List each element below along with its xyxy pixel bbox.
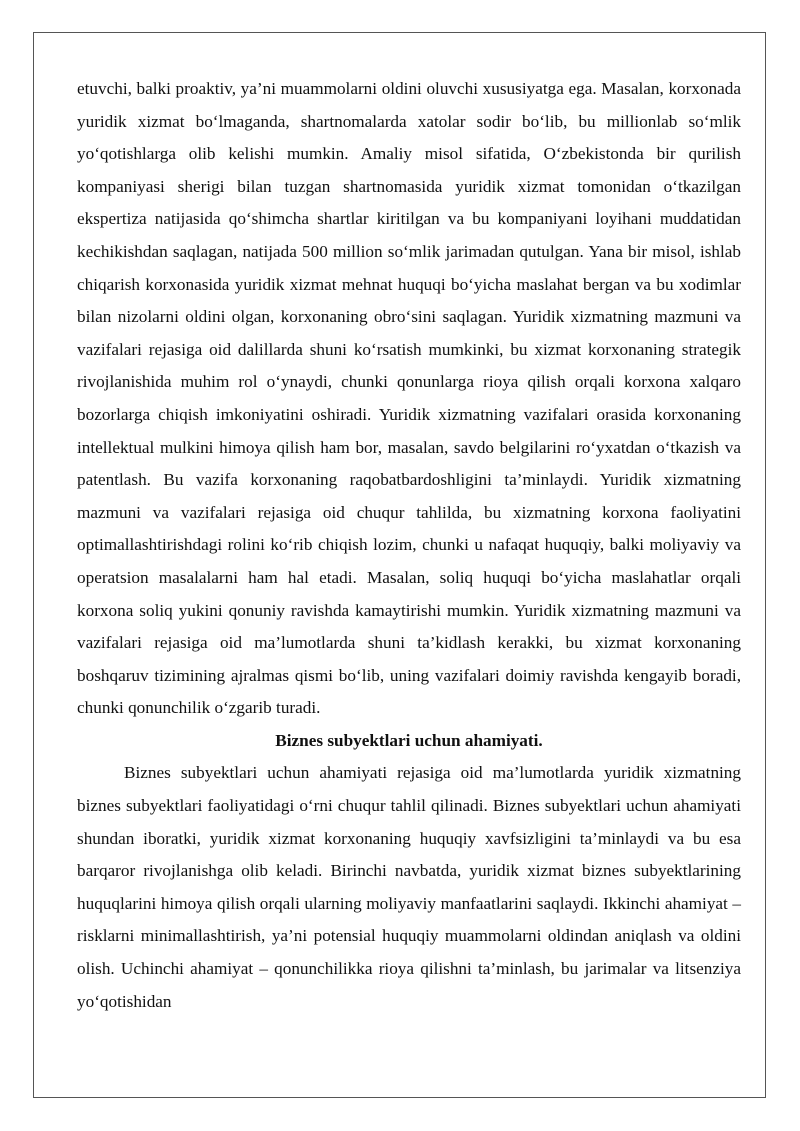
body-paragraph: Biznes subyektlari uchun ahamiyati rejasiga oid ma’lumotlarda yuridik xizmatning biznes subyektlari faoliyatidagi o‘rni chuqur tahlil qilinadi. Biznes subyektlari uchun ahamiyati shundan iboratki, yuridik xizmat korxonaning huquqiy xavfsizligini ta’minlaydi va bu esa barqaror rivojlanishga olib keladi. Birinchi navbatda, yuridik xizmat biznes subyektlarining huquqlarini himoya qilish orqali ularning moliyaviy manfaatlarini saqlaydi. Ikkinchi ahamiyat – risklarni minimallashtirish, ya’ni potensial huquqiy muammolarni oldindan aniqlash va oldini olish. Uchinchi ahamiyat – qonunchilikka rioya qilishni ta’minlash, bu jarimalar va litsenziya yo‘qotishidan — [77, 763, 741, 1011]
body-paragraph: etuvchi, balki proaktiv, ya’ni muammolarni oldini oluvchi xususiyatga ega. Masalan, korxonada yuridik xizmat bo‘lmaganda, shartnomalarda xatolar sodir bo‘lib, bu millionlab so‘mlik yo‘qotishlarga olib kelishi mumkin. Amaliy misol sifatida, O‘zbekistonda bir qurilish kompaniyasi sherigi bilan tuzgan shartnomasida yuridik xizmat tomonidan o‘tkazilgan ekspertiza natijasida qo‘shimcha shartlar kiritilgan va bu kompaniyani loyihani muddatidan kechikishdan saqlagan, natijada 500 million so‘mlik jarimadan qutulgan. Yana bir misol, ishlab chiqarish korxonasida yuridik xizmat mehnat huquqi bo‘yicha maslahat bergan va bu xodimlar bilan nizolarni oldini olgan, korxonaning obro‘sini saqlagan. Yuridik xizmatning mazmuni va vazifalari rejasiga oid dalillarda shuni ko‘rsatish mumkinki, bu xizmat korxonaning strategik rivojlanishida muhim rol o‘ynaydi, chunki qonunlarga rioya qilish orqali korxona xalqaro bozorlarga chiqish imkoniyatini oshiradi. Yuridik xizmatning vazifalari orasida korxonaning intellektual mulkini himoya qilish ham bor, masalan, savdo belgilarini ro‘yxatdan o‘tkazish va patentlash. Bu vazifa korxonaning raqobatbardoshligini ta’minlaydi. Yuridik xizmatning mazmuni va vazifalari rejasiga oid chuqur tahlilda, bu xizmatning korxona faoliyatini optimallashtirishdagi rolini ko‘rib chiqish lozim, chunki u nafaqat huquqiy, balki moliyaviy va operatsion masalalarni ham hal etadi. Masalan, soliq huquqi bo‘yicha maslahatlar orqali korxona soliq yukini qonuniy ravishda kamaytirishi mumkin. Yuridik xizmatning mazmuni va vazifalari rejasiga oid ma’lumotlarda shuni ta’kidlash kerakki, bu xizmat korxonaning boshqaruv tizimining ajralmas qismi bo‘lib, uning vazifalari doimiy ravishda kengayib boradi, chunki qonunchilik o‘zgarib turadi. — [77, 79, 741, 718]
section-heading: Biznes subyektlari uchun ahamiyati. — [275, 730, 543, 750]
document-body — [77, 73, 741, 1018]
